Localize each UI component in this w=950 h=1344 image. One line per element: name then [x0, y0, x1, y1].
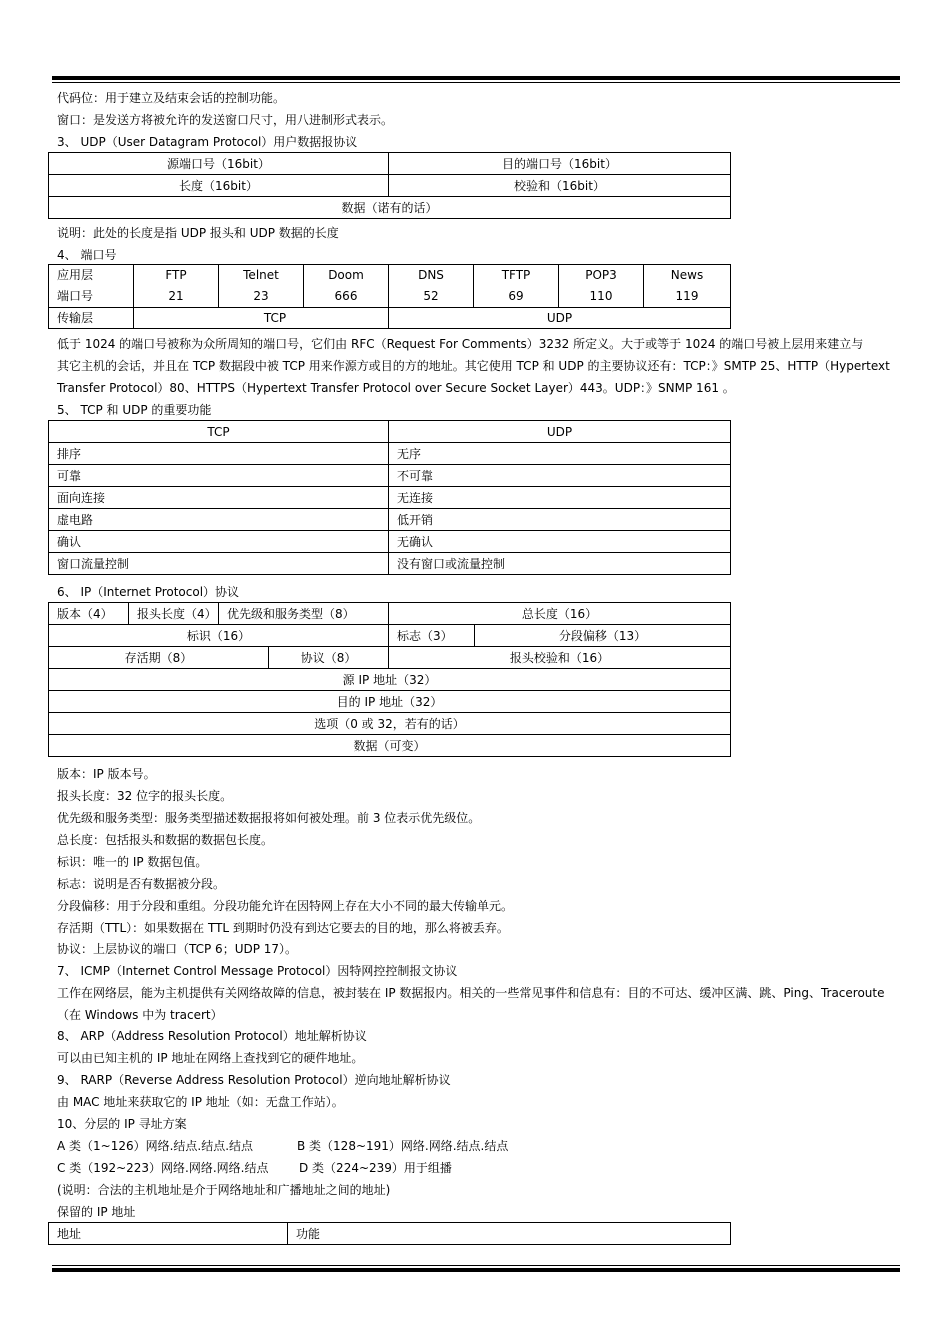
ports-paragraph-line: 低于 1024 的端口号被称为众所周知的端口号，它们由 RFC（Request For Comments）3232 所定义。大于或等于 1024 的端口号被上层用来建立与	[57, 337, 864, 351]
ip-header-table	[48, 602, 731, 757]
port-cell-pop3	[559, 265, 644, 308]
udp-dst-port-cell: 目的端口号（16bit）	[389, 153, 731, 175]
reserved-function-header: 功能	[288, 1223, 731, 1245]
port-cell-telnet	[219, 265, 304, 308]
rarp-text: 由 MAC 地址来获取它的 IP 地址（如：无盘工作站）。	[57, 1095, 344, 1109]
port-number-label: 端口号	[57, 289, 94, 303]
tcp-feature: 窗口流量控制	[49, 553, 389, 575]
icmp-paragraph-line: 工作在网络层，能为主机提供有关网络故障的信息，被封装在 IP 数据报内。相关的一些常见事件和信息有：目的不可达、缓冲区满、跳、Ping、Traceroute	[57, 986, 885, 1000]
ip-desc-line: 协议：上层协议的端口（TCP 6；UDP 17）。	[57, 942, 298, 956]
ip-desc-line: 标志：说明是否有数据被分段。	[57, 877, 226, 891]
ip-desc-line: 报头长度：32 位字的报头长度。	[57, 789, 233, 803]
ports-paragraph-line: Transfer Protocol）80、HTTPS（Hypertext Transfer Protocol over Secure Socket Layer）443。UDP：》SNMP 161 。	[57, 381, 735, 395]
app-port: 52	[423, 289, 439, 303]
app-name: DNS	[418, 268, 444, 282]
class-c-line: C 类（192~223）网络.网络.网络.结点	[57, 1161, 269, 1175]
ip-desc-line: 版本：IP 版本号。	[57, 767, 156, 781]
addressing-note: (说明：合法的主机地址是介于网络地址和广播地址之间的地址)	[57, 1183, 391, 1197]
ip-fragment-offset-cell: 分段偏移（13）	[475, 625, 731, 647]
udp-header-table	[48, 152, 731, 219]
udp-note: 说明：此处的长度是指 UDP 报头和 UDP 数据的长度	[57, 226, 339, 240]
ip-total-length-cell: 总长度（16）	[389, 603, 731, 625]
code-bits-line: 代码位：用于建立及结束会话的控制功能。	[57, 91, 286, 105]
port-cell-dns	[389, 265, 474, 308]
ip-desc-line: 存活期（TTL）：如果数据在 TTL 到期时仍没有到达它要去的目的地，那么将被丢弃。	[57, 921, 509, 935]
app-name: POP3	[585, 268, 617, 282]
udp-column-header: UDP	[389, 421, 731, 443]
ip-ttl-cell: 存活期（8）	[49, 647, 269, 669]
transport-udp-cell: UDP	[389, 308, 731, 329]
addressing-heading: 10、分层的 IP 寻址方案	[57, 1117, 187, 1131]
top-rule-thick	[52, 76, 900, 80]
ports-row-labels	[49, 265, 134, 308]
tcp-udp-heading: 5、 TCP 和 UDP 的重要功能	[57, 403, 212, 417]
tcp-feature: 可靠	[49, 465, 389, 487]
transport-tcp-cell: TCP	[134, 308, 389, 329]
ip-header-length-cell: 报头长度（4）	[129, 603, 219, 625]
bottom-rule-thin	[52, 1265, 900, 1266]
rarp-heading: 9、 RARP（Reverse Address Resolution Protocol）逆向地址解析协议	[57, 1073, 451, 1087]
ip-desc-line: 分段偏移：用于分段和重组。分段功能允许在因特网上存在大小不同的最大传输单元。	[57, 899, 514, 913]
transport-layer-label: 传输层	[49, 308, 134, 329]
reserved-heading: 保留的 IP 地址	[57, 1205, 136, 1219]
app-port: 119	[675, 289, 699, 303]
tcp-udp-table	[48, 420, 731, 575]
app-name: News	[670, 268, 704, 282]
ip-source-cell: 源 IP 地址（32）	[49, 669, 731, 691]
app-name: FTP	[165, 268, 187, 282]
ip-protocol-cell: 协议（8）	[269, 647, 389, 669]
tcp-feature: 虚电路	[49, 509, 389, 531]
tcp-feature: 面向连接	[49, 487, 389, 509]
ip-desc-line: 标识：唯一的 IP 数据包值。	[57, 855, 208, 869]
class-a-line: A 类（1~126）网络.结点.结点.结点	[57, 1139, 254, 1153]
app-layer-label: 应用层	[57, 268, 94, 282]
udp-heading: 3、 UDP（User Datagram Protocol）用户数据报协议	[57, 135, 358, 149]
tcp-column-header: TCP	[49, 421, 389, 443]
tcp-feature: 确认	[49, 531, 389, 553]
tcp-feature: 排序	[49, 443, 389, 465]
ip-identification-cell: 标识（16）	[49, 625, 389, 647]
udp-feature: 无连接	[389, 487, 731, 509]
ip-priority-cell: 优先级和服务类型（8）	[219, 603, 389, 625]
udp-feature: 无序	[389, 443, 731, 465]
app-port: 110	[589, 289, 613, 303]
udp-feature: 不可靠	[389, 465, 731, 487]
udp-feature: 无确认	[389, 531, 731, 553]
app-port: 666	[334, 289, 358, 303]
icmp-heading: 7、 ICMP（Internet Control Message Protocol）因特网控控制报文协议	[57, 964, 458, 978]
top-rule-thin	[52, 82, 900, 83]
app-name: Doom	[328, 268, 364, 282]
window-line: 窗口：是发送方将被允许的发送窗口尺寸，用八进制形式表示。	[57, 113, 394, 127]
ip-data-cell: 数据（可变）	[49, 735, 731, 757]
port-cell-news	[644, 265, 731, 308]
arp-heading: 8、 ARP（Address Resolution Protocol）地址解析协议	[57, 1029, 367, 1043]
ports-paragraph	[57, 333, 895, 399]
ip-heading: 6、 IP（Internet Protocol）协议	[57, 585, 240, 599]
udp-length-cell: 长度（16bit）	[49, 175, 389, 197]
ip-desc-line: 优先级和服务类型：服务类型描述数据报将如何被处理。前 3 位表示优先级位。	[57, 811, 481, 825]
icmp-paragraph-line: （在 Windows 中为 tracert）	[57, 1008, 223, 1022]
app-name: Telnet	[243, 268, 279, 282]
udp-feature: 低开销	[389, 509, 731, 531]
ip-desc-line: 总长度：包括报头和数据的数据包长度。	[57, 833, 274, 847]
port-cell-doom	[304, 265, 389, 308]
udp-feature: 没有窗口或流量控制	[389, 553, 731, 575]
ports-table	[48, 264, 731, 329]
class-b-line: B 类（128~191）网络.网络.结点.结点	[297, 1139, 509, 1153]
app-port: 69	[508, 289, 524, 303]
reserved-address-header: 地址	[49, 1223, 288, 1245]
ports-heading: 4、 端口号	[57, 248, 117, 262]
reserved-ip-table	[48, 1222, 731, 1245]
port-cell-ftp	[134, 265, 219, 308]
app-port: 23	[253, 289, 269, 303]
ip-version-cell: 版本（4）	[49, 603, 129, 625]
arp-text: 可以由已知主机的 IP 地址在网络上查找到它的硬件地址。	[57, 1051, 364, 1065]
app-port: 21	[168, 289, 184, 303]
udp-src-port-cell: 源端口号（16bit）	[49, 153, 389, 175]
ip-options-cell: 选项（0 或 32，若有的话）	[49, 713, 731, 735]
icmp-paragraph	[57, 982, 895, 1026]
ip-flags-cell: 标志（3）	[389, 625, 475, 647]
udp-data-cell: 数据（诺有的话）	[49, 197, 731, 219]
ip-destination-cell: 目的 IP 地址（32）	[49, 691, 731, 713]
class-d-line: D 类（224~239）用于组播	[299, 1161, 452, 1175]
bottom-rule-thick	[52, 1268, 900, 1272]
udp-checksum-cell: 校验和（16bit）	[389, 175, 731, 197]
app-name: TFTP	[501, 268, 531, 282]
port-cell-tftp	[474, 265, 559, 308]
ip-checksum-cell: 报头校验和（16）	[389, 647, 731, 669]
ports-paragraph-line: 其它主机的会话，并且在 TCP 数据段中被 TCP 用来作源方或目的方的地址。其它使用 TCP 和 UDP 的主要协议还有：TCP：》SMTP 25、HTTP（Hypertext	[57, 359, 890, 373]
